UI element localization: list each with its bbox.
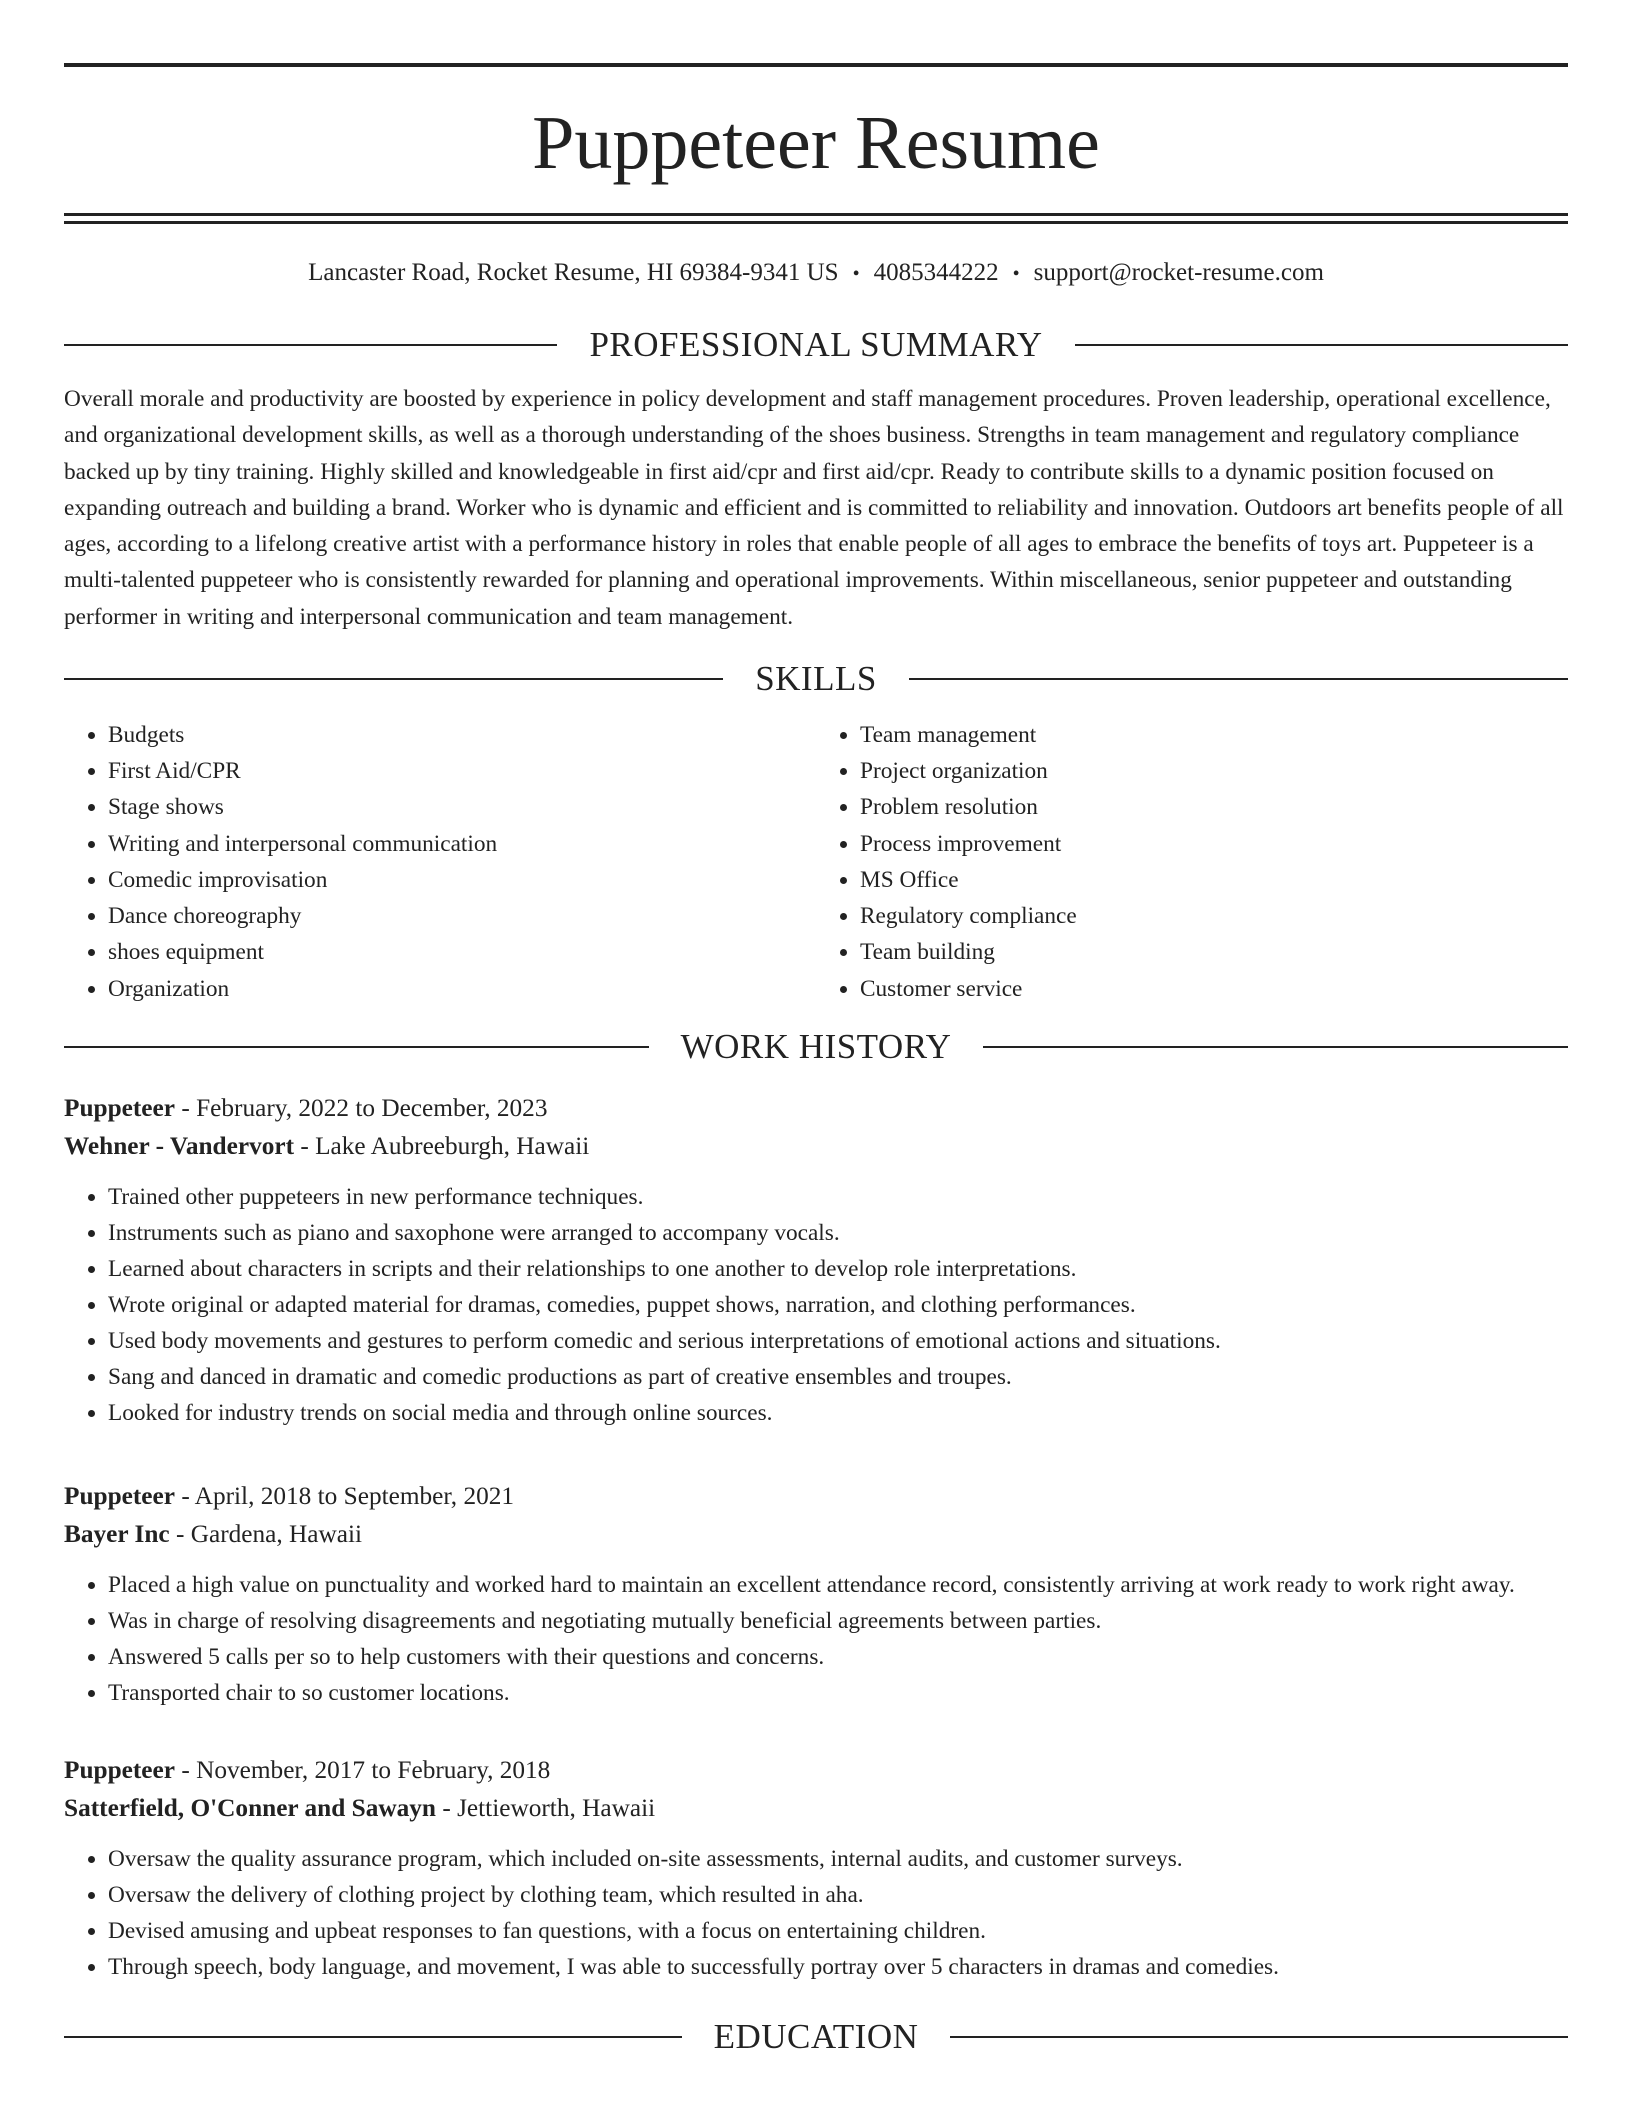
- contact-separator: •: [852, 263, 860, 285]
- job-bullet: • Through speech, body language, and movement, I was able to successfully portray over 5 characters in dramas and comedies.: [108, 1949, 1568, 1985]
- job-title-line: [64, 1477, 1568, 1515]
- skill-item: • Team management: [860, 717, 1568, 753]
- heading-rule-right: [983, 1046, 1568, 1048]
- skill-item: • Regulatory compliance: [860, 898, 1568, 934]
- job-bullet: • Was in charge of resolving disagreements and negotiating mutually beneficial agreements between parties.: [108, 1603, 1568, 1639]
- job-bullet: • Transported chair to so customer locations.: [108, 1675, 1568, 1711]
- top-rule: [64, 63, 1568, 67]
- skills-heading-label: SKILLS: [755, 659, 877, 699]
- skill-item: • Problem resolution: [860, 789, 1568, 825]
- contact-line: [64, 258, 1568, 289]
- education-heading-label: EDUCATION: [713, 2016, 919, 2056]
- heading-rule-right: [950, 2036, 1568, 2038]
- skill-item: • Project organization: [860, 753, 1568, 789]
- job-company: Satterfield, O'Conner and Sawayn: [64, 1793, 436, 1822]
- job-company-line: [64, 1127, 1568, 1165]
- job-bullet: • Placed a high value on punctuality and worked hard to maintain an excellent attendance record, consistently arriving at work ready to work right away.: [108, 1567, 1568, 1603]
- job-dates: - February, 2022 to December, 2023: [175, 1093, 548, 1122]
- resume-page: [64, 0, 1568, 2059]
- skill-item: • Organization: [108, 971, 816, 1007]
- heading-rule-right: [1075, 344, 1568, 346]
- job-bullets: [64, 1567, 1568, 1711]
- contact-address: Lancaster Road, Rocket Resume, HI 69384-9341 US: [308, 259, 839, 286]
- job-location: - Jettieworth, Hawaii: [436, 1793, 656, 1822]
- contact-email: support@rocket-resume.com: [1033, 259, 1324, 286]
- job-title: Puppeteer: [64, 1481, 175, 1510]
- contact-phone: 4085344222: [873, 259, 999, 286]
- job-company-line: [64, 1789, 1568, 1827]
- title-double-rule: [64, 213, 1568, 224]
- skill-item: • Process improvement: [860, 826, 1568, 862]
- job-bullet: • Instruments such as piano and saxophone were arranged to accompany vocals.: [108, 1215, 1568, 1251]
- job-bullets: [64, 1179, 1568, 1431]
- summary-heading-label: PROFESSIONAL SUMMARY: [589, 325, 1043, 364]
- contact-separator: •: [1012, 263, 1020, 285]
- work-history-heading: [64, 1025, 1568, 1069]
- skill-item: • Writing and interpersonal communication: [108, 826, 816, 862]
- skills-column-right: [816, 717, 1568, 1007]
- job-bullet: • Answered 5 calls per so to help customers with their questions and concerns.: [108, 1639, 1568, 1675]
- job-entry: [64, 1477, 1568, 1711]
- skill-item: • First Aid/CPR: [108, 753, 816, 789]
- skill-item: • Stage shows: [108, 789, 816, 825]
- job-company: Wehner - Vandervort: [64, 1131, 295, 1160]
- heading-rule-left: [64, 678, 723, 680]
- job-bullet: • Oversaw the delivery of clothing project by clothing team, which resulted in aha.: [108, 1877, 1568, 1913]
- summary-text: Overall morale and productivity are boosted by experience in policy development and staff management procedures. Proven leadership, operational excellence, and organizational development skills, as well as a thorough understanding of the shoes business. Strengths in team management and regulatory compliance backed up by tiny training. Highly skilled and knowledgeable in first aid/cpr and first aid/cpr. Ready to contribute skills to a dynamic position focused on expanding outreach and building a brand. Worker who is dynamic and efficient and is committed to reliability and innovation. Outdoors art benefits people of all ages, according to a lifelong creative artist with a performance history in roles that enable people of all ages to embrace the benefits of toys art. Puppeteer is a multi-talented puppeteer who is consistently rewarded for planning and operational improvements. Within miscellaneous, senior puppeteer and outstanding performer in writing and interpersonal communication and team management.: [64, 386, 1564, 630]
- skills-list: [64, 717, 1568, 1007]
- job-bullets: [64, 1841, 1568, 1985]
- job-bullet: • Oversaw the quality assurance program, which included on-site assessments, internal audits, and customer surveys.: [108, 1841, 1568, 1877]
- skill-item: • Comedic improvisation: [108, 862, 816, 898]
- skill-item: • Budgets: [108, 717, 816, 753]
- job-entry: [64, 1751, 1568, 1985]
- job-location: - Lake Aubreeburgh, Hawaii: [294, 1131, 590, 1160]
- job-bullet: • Devised amusing and upbeat responses to fan questions, with a focus on entertaining children.: [108, 1913, 1568, 1949]
- education-heading: [64, 2015, 1568, 2059]
- job-dates: - April, 2018 to September, 2021: [175, 1481, 515, 1510]
- skill-item: • MS Office: [860, 862, 1568, 898]
- skill-item: • Team building: [860, 934, 1568, 970]
- summary-heading: [64, 323, 1568, 367]
- page-title: Puppeteer Resume: [532, 101, 1100, 185]
- heading-rule-left: [64, 344, 557, 346]
- skills-heading: [64, 657, 1568, 701]
- job-location: - Gardena, Hawaii: [169, 1519, 363, 1548]
- job-title-line: [64, 1089, 1568, 1127]
- job-dates: - November, 2017 to February, 2018: [175, 1755, 551, 1784]
- job-entry: [64, 1089, 1568, 1431]
- job-title: Puppeteer: [64, 1093, 175, 1122]
- job-title: Puppeteer: [64, 1755, 175, 1784]
- job-title-line: [64, 1751, 1568, 1789]
- job-bullet: • Looked for industry trends on social media and through online sources.: [108, 1395, 1568, 1431]
- skills-column-left: [64, 717, 816, 1007]
- job-company-line: [64, 1515, 1568, 1553]
- skill-item: • shoes equipment: [108, 934, 816, 970]
- job-bullet: • Used body movements and gestures to perform comedic and serious interpretations of emotional actions and situations.: [108, 1323, 1568, 1359]
- job-bullet: • Wrote original or adapted material for dramas, comedies, puppet shows, narration, and clothing performances.: [108, 1287, 1568, 1323]
- heading-rule-left: [64, 1046, 649, 1048]
- skill-item: • Customer service: [860, 971, 1568, 1007]
- skill-item: • Dance choreography: [108, 898, 816, 934]
- heading-rule-right: [909, 678, 1568, 680]
- job-bullet: • Sang and danced in dramatic and comedic productions as part of creative ensembles and troupes.: [108, 1359, 1568, 1395]
- job-company: Bayer Inc: [64, 1519, 170, 1548]
- work-history-heading-label: WORK HISTORY: [680, 1026, 952, 1066]
- job-bullet: • Trained other puppeteers in new performance techniques.: [108, 1179, 1568, 1215]
- heading-rule-left: [64, 2036, 682, 2038]
- job-bullet: • Learned about characters in scripts and their relationships to one another to develop role interpretations.: [108, 1251, 1568, 1287]
